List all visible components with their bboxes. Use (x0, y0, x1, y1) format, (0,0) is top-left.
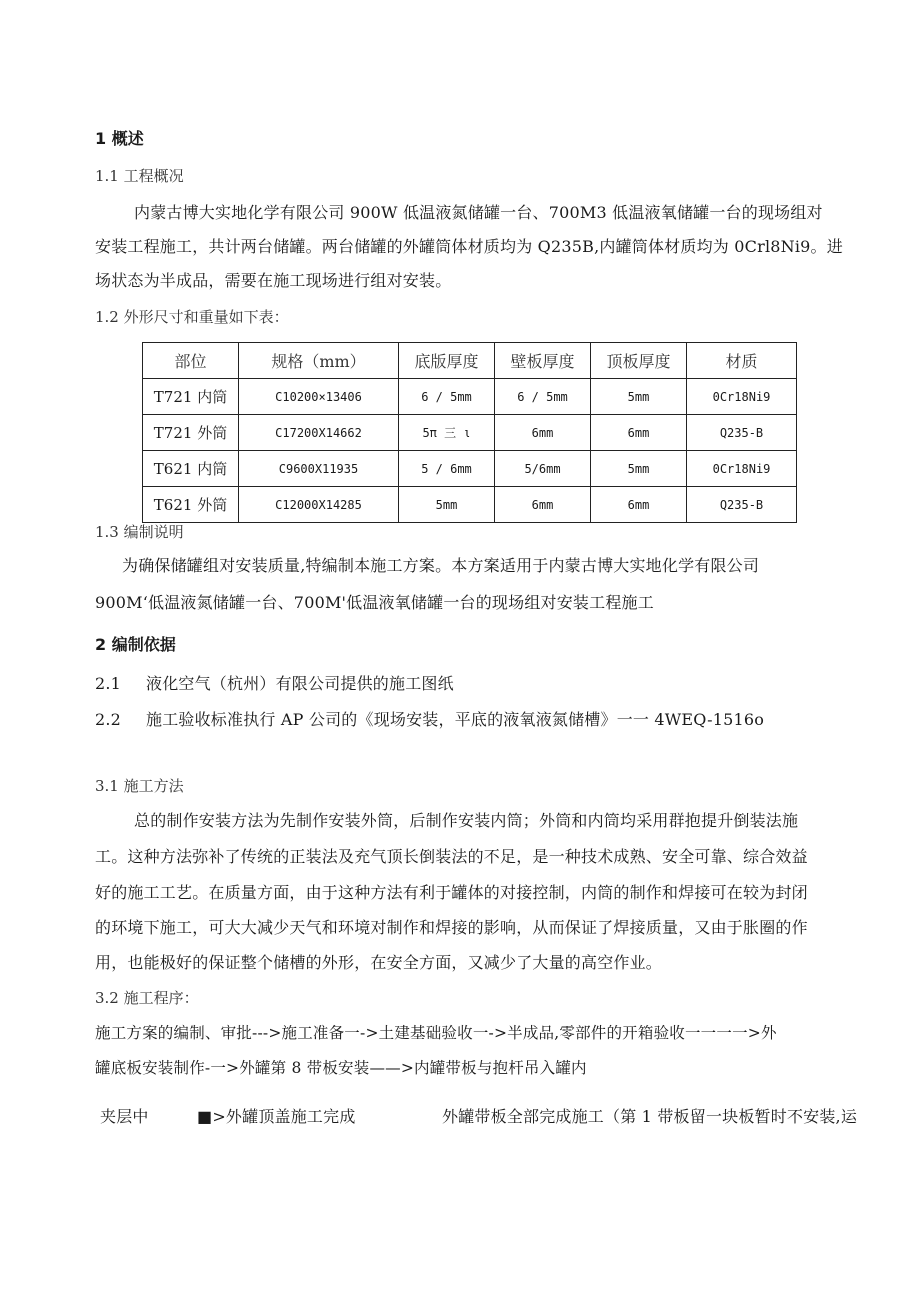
table-row (143, 415, 797, 451)
table-cell: T721 外筒 (143, 415, 239, 451)
table-cell: 6mm (495, 487, 591, 523)
table-header-cell: 材质 (687, 343, 797, 379)
section-3-2-title: 3.2 施工程序： (95, 989, 199, 1007)
table-header-cell: 部位 (143, 343, 239, 379)
table-cell: C17200X14662 (239, 415, 399, 451)
table-header-row (143, 343, 797, 379)
paragraph-line: 总的制作安装方法为先制作安装外筒，后制作安装内筒；外筒和内筒均采用群抱提升倒装法施 (134, 811, 799, 830)
procedure-fragment: 外罐带板全部完成施工（第 1 带板留一块板暂时不安装,运 (442, 1107, 858, 1126)
paragraph-line: 安装工程施工，共计两台储罐。两台储罐的外罐筒体材质均为 Q235B,内罐筒体材质均为 0Crl8Ni9。进 (95, 237, 843, 256)
table-cell: 6mm (495, 415, 591, 451)
table-cell: 5mm (399, 487, 495, 523)
paragraph-line: 900M‘低温液氮储罐一台、700M'低温液氧储罐一台的现场组对安装工程施工 (95, 593, 654, 612)
table-cell: 0Cr18Ni9 (687, 379, 797, 415)
paragraph-line: 场状态为半成品，需要在施工现场进行组对安装。 (95, 271, 452, 290)
table-cell: 5/6mm (495, 451, 591, 487)
section-2-title: 2 编制依据 (95, 635, 176, 654)
table-cell: 5mm (591, 451, 687, 487)
table-row (143, 451, 797, 487)
table-cell: C12000X14285 (239, 487, 399, 523)
section-1-title: 1 概述 (95, 129, 144, 148)
table-cell: Q235-B (687, 487, 797, 523)
table-row (143, 379, 797, 415)
paragraph-line: 好的施工工艺。在质量方面，由于这种方法有利于罐体的对接控制，内筒的制作和焊接可在较为封闭 (95, 883, 808, 902)
paragraph-line: 为确保储罐组对安装质量,特编制本施工方案。本方案适用于内蒙古博大实地化学有限公司 (122, 556, 760, 575)
procedure-fragment: 夹层中 (100, 1107, 149, 1126)
table-cell: 6mm (591, 415, 687, 451)
table-cell: 5π 三 ι (399, 415, 495, 451)
table-cell: 5 / 6mm (399, 451, 495, 487)
table-cell: Q235-B (687, 415, 797, 451)
table-row (143, 487, 797, 523)
list-item-number: 2.1 (95, 674, 122, 693)
table-cell: 5mm (591, 379, 687, 415)
table-cell: T621 外筒 (143, 487, 239, 523)
table-header-cell: 底版厚度 (399, 343, 495, 379)
table-cell: C10200×13406 (239, 379, 399, 415)
paragraph-line: 内蒙古博大实地化学有限公司 900W 低温液氮储罐一台、700M3 低温液氧储罐一台的现场组对 (134, 203, 823, 222)
table-cell: T621 内筒 (143, 451, 239, 487)
section-1-2-title: 1.2 外形尺寸和重量如下表： (95, 308, 289, 326)
spec-table (142, 342, 797, 523)
procedure-fragment: ■>外罐顶盖施工完成 (197, 1107, 356, 1126)
paragraph-line: 的环境下施工，可大大减少天气和环境对制作和焊接的影响，从而保证了焊接质量，又由于胀圈的作 (95, 918, 808, 937)
list-item-number: 2.2 (95, 710, 122, 729)
table-cell: T721 内筒 (143, 379, 239, 415)
procedure-line: 施工方案的编制、审批--->施工准备一->土建基础验收一->半成品,零部件的开箱验收一一一一>外 (95, 1024, 777, 1042)
list-item: 施工验收标准执行 AP 公司的《现场安装，平底的液氧液氮储槽》一一 4WEQ-1516o (146, 710, 765, 729)
section-3-1-title: 3.1 施工方法 (95, 777, 184, 795)
table-header-cell: 顶板厚度 (591, 343, 687, 379)
section-1-3-title: 1.3 编制说明 (95, 523, 184, 541)
paragraph-line: 用，也能极好的保证整个储槽的外形，在安全方面，又减少了大量的高空作业。 (95, 953, 663, 972)
table-cell: 6mm (591, 487, 687, 523)
table-cell: 6 / 5mm (399, 379, 495, 415)
table-cell: 6 / 5mm (495, 379, 591, 415)
table-cell: C9600X11935 (239, 451, 399, 487)
table-header-cell: 规格（mm） (239, 343, 399, 379)
procedure-line: 罐底板安装制作-一>外罐第 8 带板安装——>内罐带板与抱杆吊入罐内 (95, 1059, 587, 1077)
section-1-1-title: 1.1 工程概况 (95, 167, 184, 185)
list-item: 液化空气（杭州）有限公司提供的施工图纸 (146, 674, 454, 693)
table-header-cell: 壁板厚度 (495, 343, 591, 379)
table-cell: 0Cr18Ni9 (687, 451, 797, 487)
paragraph-line: 工。这种方法弥补了传统的正装法及充气顶长倒装法的不足，是一种技术成熟、安全可靠、综合效益 (95, 847, 808, 866)
